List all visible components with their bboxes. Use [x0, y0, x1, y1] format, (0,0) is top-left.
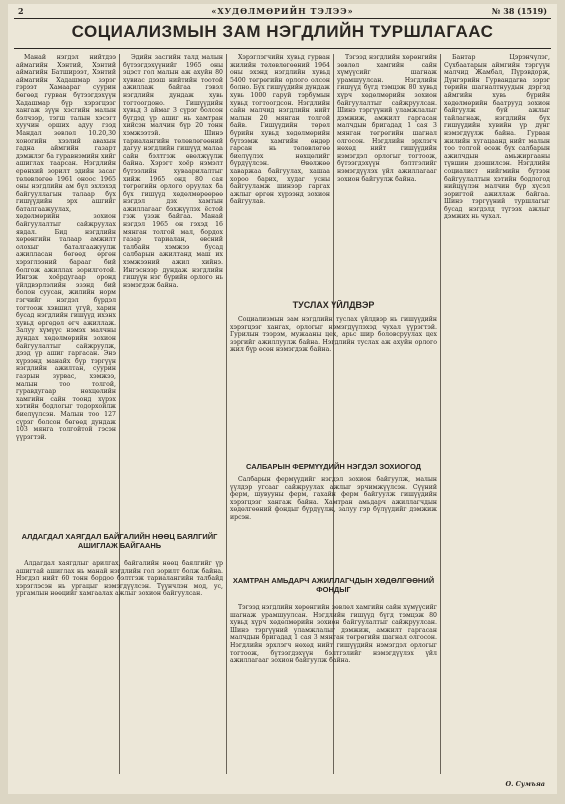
newspaper-page: [8, 4, 557, 794]
column-4: [337, 54, 437, 294]
subhead-auxiliary-production: ТУСЛАХ ҮЙЛДВЭР: [292, 300, 375, 310]
column-4-text: Тэгээд нэгдлийн хөрөнгийн зөвлөл хамгийн сайн хүмүүсийг шагнаж урамшуулсан. Нэгдлийн гишүүд бүгд тэмцэж 80 хувьд хүрч хөдөлмөрийн зохион байгуулалтыг сайжруулсан. Шинэ тэргүүний уламжлалыг дэмжиж, амжилт гаргасан малчдын бригадад 1 сая 3 мянган төгрөгийн шагнал олгосон. Нэгдлийн эрхлэгч нөхөд нийт гишүүдийн нэмэгдэл орлогыг тогтоож, бүтээгдэхүүн бэлтгэлийг нэмэгдүүлэх үйл ажиллагааг зохион байгуулж байна.: [337, 54, 437, 183]
column-5-text: Бантар Цэрэнчүлэг, Сүхбаатарын аймгийн тэргүүн малчид Жамбал, Пүрэвдорж, Дүнгэрийн Гурвандагва зэрэг төрийн шагналтнуудын дэргэд аймгийн хувь бүрийн хөдөлмөрийн баатрууд зохион байгуулж буй ажлыг тайлагнаж, нэгдлийн бүх гишүүдийн хувийн үр дүнг нэмэгдүүлж байна. Гурван жилийн хугацаанд нийт малын тоо толгой өсөж бүх салбарын ажилчдын амьжиргааны түвшин дээшилсэн. Нэгдлийн социалист нийгмийн бүтээн байгуулалтын хэтийн бодлогод нийцүүлэн малчин бүр хүсэл зоригтой ажиллаж байгаа. Шинэ тэргүүний туршлагыг бусад нэгдэлд түгээх ажлыг дэмжих нь чухал.: [444, 54, 550, 221]
column-3-text: Хэрэглэгчийн хувьд гурван жилийн төлөвлөгөөний 1964 оны эхэнд нэгдлийн хувьд 5400 төгрөгийн орлого олсон болно. Бүх гишүүдийн дундаж хувь 1000 гаруй тэрбумын хувьд тогтоогдсон. Нэгдлийн сайн малчид нэгдлийн нийт малын 20 мянган толгой байв. Гишүүдийн төрөл бүрийн хувьд хөдөлмөрийн бүтээмж хамгийн өндөр гарсан нь төлөвлөгөө биелүүлэх нөхцөлийг бүрдүүлсэн. Өвөлжөө хаваржаа байгуулах, хашаа хороо барих, худаг усны байгууламж шинээр гаргах ажлыг өргөн хүрээнд зохион байгуулав.: [230, 54, 330, 206]
article-branch-farms: [230, 476, 437, 566]
issue-number: № 38 (1519): [491, 6, 547, 16]
headline-rule: [14, 48, 551, 49]
masthead: [14, 6, 551, 18]
subhead-cohabiting-workers: ХАМТРАН АМЬДАРЧ АЖИЛЛАГЧДЫН ХӨДӨЛГӨӨНИЙ ФОНДЫГ: [232, 576, 435, 594]
article-auxiliary-production-text: Социализмын зам нэгдлийн туслах үйлдвэр нь гишүүдийн хэрэгцээг хангах, орлогыг нэмэгдүүлэхэд чухал үүрэгтэй. Гурилын тээрэм, мужааны цех, арьс шир боловсруулах цех зэргийг ажиллуулж байна. Нэгдлийн туслах аж ахуйн орлого жил бүр өсөн нэмэгдэж байна.: [230, 316, 437, 354]
page-headline: СОЦИАЛИЗМЫН ЗАМ НЭГДЛИЙН ТУРШЛАГААС: [71, 22, 494, 41]
column-divider: [440, 54, 441, 774]
column-2: [123, 54, 223, 524]
column-1: [16, 54, 116, 524]
article-branch-farms-text: Салбарын фермүүдийг нэгдэл зохион байгуулж, малын үүлдэр угсааг сайжруулах ажлыг эрчимжүүлсэн. Сүүний ферм, шувууны ферм, гахайн ферм байгуулж гишүүдийн хэрэгцээг хангаж байна. Хамтран амьдарч ажиллагчдын хөдөлгөөний фондыг бүрдүүлж, залуу гэр бүлүүдийг дэмжиж ирсэн.: [230, 476, 437, 521]
column-3: [230, 54, 330, 294]
column-2-text: Эдийн засгийн талд малын бүтээгдэхүүнийг 1965 оны эцэст гол малын аж ахуйн 80 хувиас дээш нийтийн тоотой ажиллаж байгаа гэвэл нэгдлийн дундаж хувь тогтоогдоно. Гишүүдийн хувьд 3 аймаг 3 сүрэг болсон бүгдэд үр ашиг нь хамтран хийсэн малчин бүр 20 тонн хэмжээтэй. Шинэ тариалангийн төлөвлөгөөний дагуу нэгдлийн гишүүд малаа сайн бэлтгэж өвөлжүүлж байна. Хэрэгт хоёр нэмэлт бүтээлийн хуваарилалтыг хийж 1965 онд 80 сая төгрөгийн орлого оруулах ба бүх гишүүд хөдөлмөрөөрөө нэгдэл дэх хамтын ажиллагааг бэхжүүлэх ёстой гэж үзэж байгаа. Манай нэгдэл 1965 он гэхэд 16 мянган толгой мал, бордох газар тариалан, өвсний талбайн хэмжээ бусад салбарын ажилтанд маш их хэмжээний ажил хийнэ. Ингэснээр дундаж нэгдлийн гишүүн нэг бүрийн орлого нь нэмэгдэж байна.: [123, 54, 223, 289]
masthead-rule: [14, 18, 551, 19]
article-loss-waste-text: Алдагдал хаягдлыг арилгах, байгалийн нөөц баялгийг үр ашигтай ашиглах нь манай нэгдлийн гол зорилт болж байна. Нэгдэл нийт 60 тонн бордоо бэлтгэж тариалангийн талбайд хэрэглэсэн нь ургацыг нэмэгдүүлсэн. Түүнчлэн мод, ус, ургамлын нөөцийг хамгаалах ажлыг зохион байгуулсан.: [16, 560, 223, 598]
column-5: [444, 54, 550, 769]
subhead-branch-farms: САЛБАРЫН ФЕРМҮҮДИЙН НЭГДЭЛ ЗОХИОГОД: [245, 462, 422, 471]
article-cohabiting-workers: [230, 604, 437, 772]
column-divider: [226, 54, 227, 774]
subhead-loss-waste: АЛДАГДАЛ ХАЯГДАЛ БАЙГАЛИЙН НӨӨЦ БАЯЛГИЙГ АШИГЛАЖ БАЙГААНЬ: [21, 532, 218, 550]
article-cohabiting-workers-text: Тэгээд нэгдлийн хөрөнгийн зөвлөл хамгийн сайн хүмүүсийг шагнаж урамшуулсан. Нэгдлийн гишүүд бүгд тэмцэж 80 хувьд хүрч хөдөлмөрийн зохион байгуулалтыг сайжруулсан. Шинэ тэргүүний уламжлалыг дэмжиж, амжилт гаргасан малчдын бригадад 1 сая 3 мянган төгрөгийн шагнал олгосон. Нэгдлийн эрхлэгч нөхөд нийт гишүүдийн нэмэгдэл орлогыг тогтоож, бүтээгдэхүүн бэлтгэлийг нэмэгдүүлэх үйл ажиллагааг зохион байгуулж байна.: [230, 604, 437, 665]
byline: О. Сумъяа: [505, 780, 545, 788]
article-loss-waste: [16, 560, 223, 772]
article-auxiliary-production: [230, 316, 437, 456]
paper-name: «ХУДӨЛМӨРИЙН ТЭЛЭЭ»: [211, 6, 354, 16]
column-1-text: Манай нэгдэл нийтдээ аймагийн Хэнтий, Хэнтий аймагийн Батширээт, Хэнтий аймагийн Хадашмар зэрэг гэрээт Хамаараг суурин бөгөөд гурван бүтээгдэхүүн Хадашмар бүр хэрэгцээг хангаж зүүн хэсгийн малын бэлчээр, тэгш талын хэсэгт хуучин орших адуу гээд Мандал зөвлөл 10.20,30 хоногийн хээлий авахын гадна аймгийн газарт дэмжлэг ба гуравнэмийн хийг ашиглах таарсан. Нэгдлийн ерөнхий зорилт эдийн засаг төлөвлөгөө 1961 оноос 1965 оны нэгдлийн ам бүл эхлэхэд байгууллагын талаар бүх гишүүдийн эрх ашгийг баталгаажуулах, хөдөлмөрийн зохион байгуулалтыг сайжруулах явдал. Бид нэгдлийн хөрөнгийн талаар амжилт олохыг баталгаажуулж ажилласан бөгөөд өргөн хэрэглээний барааг бий болгож ажиллах зорилготой. Ингэж хоёрдугаар оронд үйлдвэрлэлийн эзэнд бий болон суусан, жилийн норм гэгчийг нэгдэл бүрдэл тогтоож хэвшил үгүй, харин бусад нэгдлийн гишүүд ихэнх хувьд өргөдөл өгч ажиллаж. Залуу хүмүүс нэмэх малчны дундах хөдөлмөрийн зохион байгуулалтыг сайжруулж, дээд үр ашиг гаргасан. Энэ хүрээнд манайх бүр тэргүүн нэгдлийн ажилтан, суурин газрын зурвас, хэмжээ, малын тоо толгой, гуравдугаар нөхцөлийн хамгийн сайн тоонд хүрэх хэтийн бодлогыг тодорхойлж биелүүлсэн. Малын тоо 127 сүрэг болсон бөгөөд дундаж 103 мянга толгойтой гэсэн үүрэгтэй.: [16, 54, 116, 441]
page-number: 2: [18, 6, 24, 16]
